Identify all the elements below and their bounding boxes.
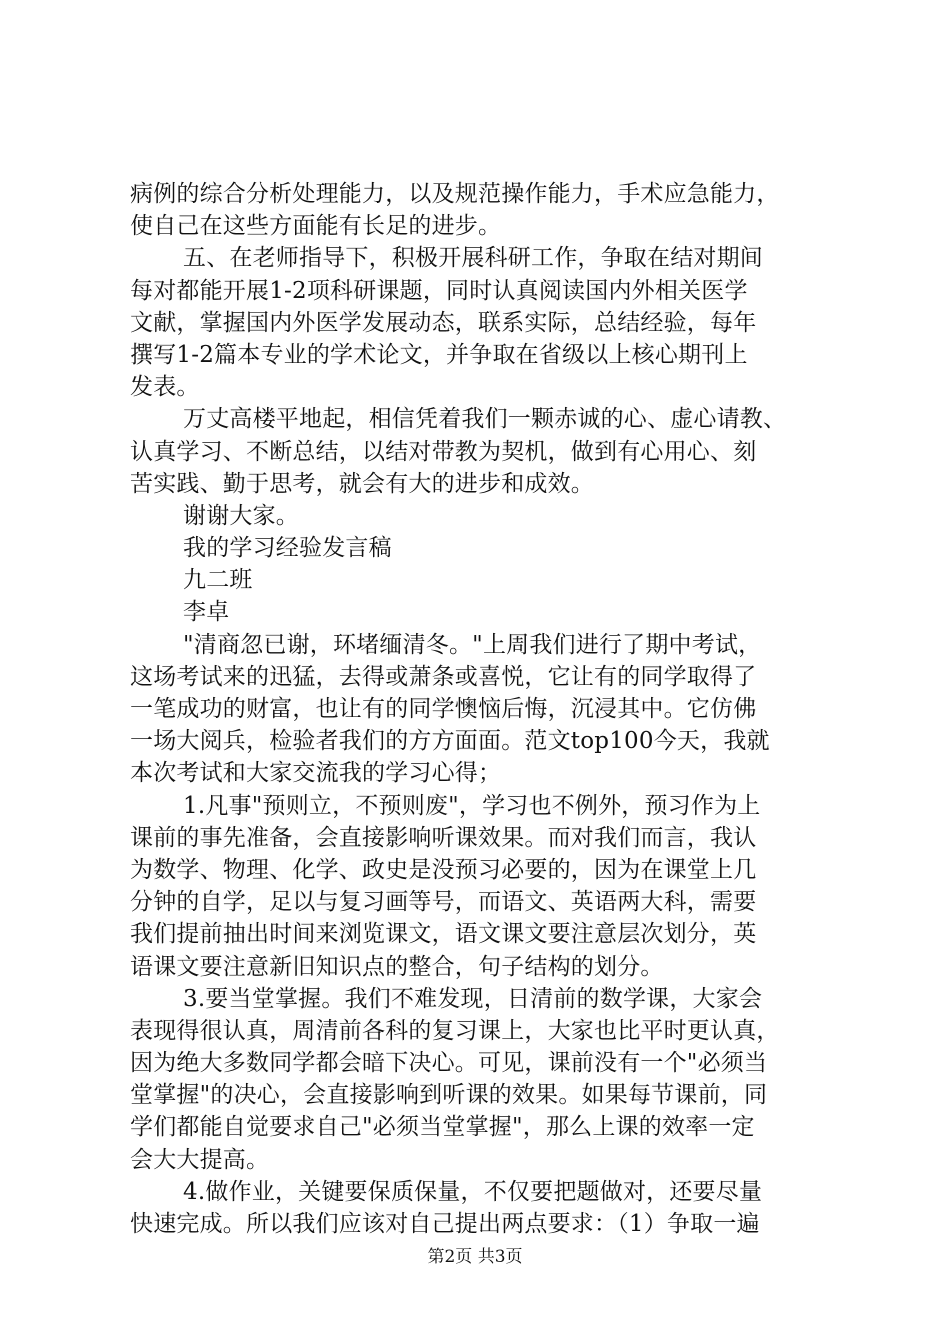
text-line: 文献，掌握国内外医学发展动态，联系实际，总结经验，每年 bbox=[130, 309, 757, 336]
document-body bbox=[130, 178, 830, 1240]
text-line: 苦实践、勤于思考，就会有大的进步和成效。 bbox=[130, 470, 594, 497]
text-line: 九二班 bbox=[183, 567, 253, 594]
text-line: 表现得很认真，周清前各科的复习课上，大家也比平时更认真， bbox=[130, 1017, 780, 1044]
text-line: 本次考试和大家交流我的学习心得； bbox=[130, 760, 502, 787]
text-line: 这场考试来的迅猛，去得或萧条或喜悦，它让有的同学取得了 bbox=[130, 663, 757, 690]
text-line: 快速完成。所以我们应该对自己提出两点要求：（1）争取一遍 bbox=[130, 1211, 760, 1237]
text-line: 谢谢大家。 bbox=[183, 502, 299, 529]
text-line: 1.凡事"预则立，不预则废"，学习也不例外，预习作为上 bbox=[183, 792, 761, 819]
text-line: 分钟的自学，足以与复习画等号，而语文、英语两大科，需要 bbox=[130, 889, 757, 916]
text-line: 会大大提高。 bbox=[130, 1146, 270, 1173]
text-line: 学们都能自觉要求自己"必须当堂掌握"，那么上课的效率一定 bbox=[130, 1114, 755, 1141]
text-line: 万丈高楼平地起，相信凭着我们一颗赤诚的心、虚心请教、 bbox=[183, 406, 787, 433]
text-line: 认真学习、不断总结，以结对带教为契机，做到有心用心、刻 bbox=[130, 438, 757, 465]
text-line: 因为绝大多数同学都会暗下决心。可见，课前没有一个"必须当 bbox=[130, 1050, 768, 1077]
text-line: 使自己在这些方面能有长足的进步。 bbox=[130, 213, 502, 240]
text-line: 李卓 bbox=[183, 599, 230, 626]
text-line: 我们提前抽出时间来浏览课文，语文课文要注意层次划分，英 bbox=[130, 921, 757, 948]
text-line: 语课文要注意新旧知识点的整合，句子结构的划分。 bbox=[130, 953, 664, 980]
page-footer: 第2页 共3页 bbox=[427, 1247, 523, 1267]
text-line: 一场大阅兵，检验者我们的方方面面。范文top100今天，我就 bbox=[130, 728, 770, 755]
text-line: 一笔成功的财富，也让有的同学懊恼后悔，沉浸其中。它仿佛 bbox=[130, 696, 757, 722]
text-line: 每对都能开展1-2项科研课题，同时认真阅读国内外相关医学 bbox=[130, 277, 748, 304]
text-line: 堂掌握"的决心，会直接影响到听课的效果。如果每节课前，同 bbox=[130, 1082, 768, 1109]
text-line: 我的学习经验发言稿 bbox=[183, 535, 392, 562]
text-line: 发表。 bbox=[130, 374, 200, 401]
text-line: 为数学、物理、化学、政史是没预习必要的，因为在课堂上几 bbox=[130, 856, 757, 883]
text-line: 3.要当堂掌握。我们不难发现，日清前的数学课，大家会 bbox=[183, 985, 763, 1012]
text-line: 五、在老师指导下，积极开展科研工作，争取在结对期间 bbox=[183, 245, 763, 272]
text-line: 课前的事先准备，会直接影响听课效果。而对我们而言，我认 bbox=[130, 824, 757, 851]
text-line: 4.做作业，关键要保质保量，不仅要把题做对，还要尽量 bbox=[183, 1178, 763, 1205]
text-line: 撰写1-2篇本专业的学术论文，并争取在省级以上核心期刊上 bbox=[130, 341, 748, 368]
text-line: 病例的综合分析处理能力，以及规范操作能力，手术应急能力， bbox=[130, 181, 780, 207]
text-line: "清商忽已谢，环堵缅清冬。"上周我们进行了期中考试， bbox=[183, 631, 762, 658]
